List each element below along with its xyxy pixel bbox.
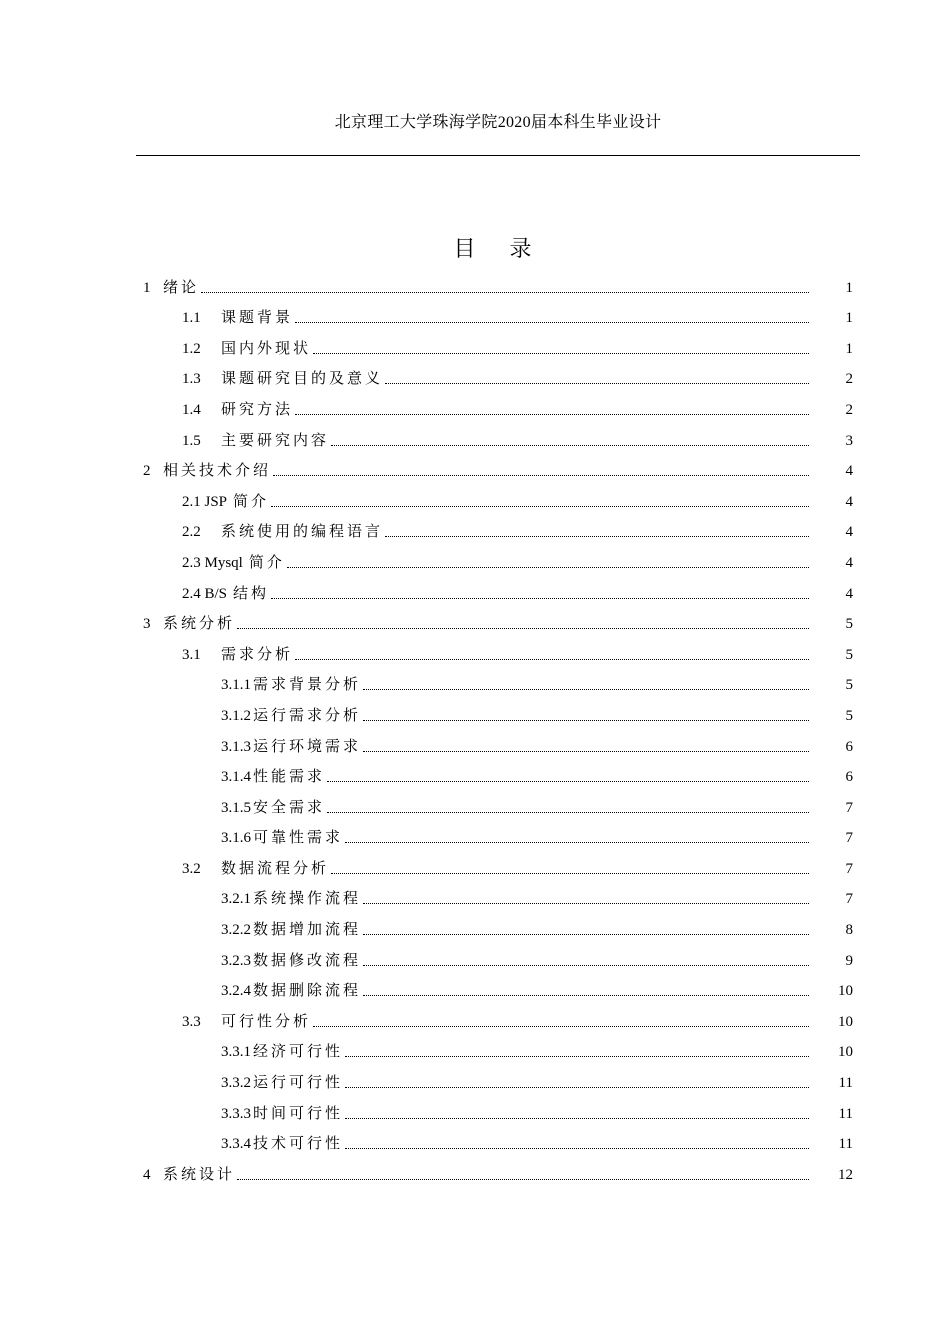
toc-dot-leader	[385, 383, 809, 384]
toc-page-number: 1	[845, 279, 853, 296]
toc-dot-leader	[345, 1118, 809, 1119]
toc-entry-label	[182, 859, 329, 879]
toc-entry-label	[221, 706, 361, 726]
toc-entry-title: 可靠性需求	[253, 830, 344, 847]
toc-entry[interactable]	[143, 604, 853, 635]
toc-entry-number: 2.1 JSP	[182, 493, 228, 510]
toc-dot-leader	[363, 751, 809, 752]
toc-entry-number: 2.4 B/S	[182, 585, 228, 602]
toc-entry-label	[143, 1165, 235, 1185]
toc-entry-title: 需求分析	[221, 646, 294, 663]
toc-dot-leader	[273, 475, 809, 476]
toc-entry-title: 运行需求分析	[253, 707, 362, 724]
toc-page-number: 5	[845, 646, 853, 663]
toc-page-number: 9	[845, 952, 853, 969]
toc-dot-leader	[295, 414, 809, 415]
toc-entry-title: 课题研究目的及意义	[221, 371, 384, 388]
toc-entry[interactable]	[143, 1154, 853, 1185]
toc-page-number: 6	[845, 769, 853, 786]
toc-page-number: 10	[838, 1013, 853, 1030]
toc-entry-title: 结构	[233, 585, 270, 602]
toc-entry-number: 3.3.2	[221, 1075, 251, 1092]
toc-dot-leader	[271, 506, 809, 507]
toc-entry-title: 安全需求	[253, 799, 326, 816]
toc-entry-title: 经济可行性	[253, 1044, 344, 1061]
toc-entry-number: 1.3	[182, 371, 201, 388]
toc-page-number: 11	[838, 1075, 853, 1092]
toc-entry-label	[182, 400, 293, 420]
toc-entry-label	[221, 981, 361, 1001]
toc-entry-title: 数据修改流程	[253, 952, 362, 969]
toc-entry-label	[221, 889, 361, 909]
toc-entry-label	[143, 461, 271, 481]
toc-page-number: 5	[845, 707, 853, 724]
toc-entry-label	[182, 1012, 311, 1032]
toc-page-number: 4	[845, 524, 853, 541]
toc-entry-number: 3.2.3	[221, 952, 251, 969]
toc-entry-title: 运行环境需求	[253, 738, 362, 755]
toc-entry-number: 4	[143, 1166, 151, 1183]
toc-entry-number: 3.1.2	[221, 707, 251, 724]
toc-entry-number: 3.1.6	[221, 830, 251, 847]
toc-entry[interactable]	[143, 695, 853, 726]
toc-page-number: 11	[838, 1105, 853, 1122]
toc-page-number: 5	[845, 616, 853, 633]
toc-page-number: 8	[845, 922, 853, 939]
toc-entry[interactable]	[143, 1001, 853, 1032]
toc-title: 目录	[453, 236, 566, 261]
toc-entry-label	[221, 1134, 343, 1154]
toc-page-number: 4	[845, 463, 853, 480]
header-rule	[136, 155, 860, 156]
toc-entry-number: 3.1.5	[221, 799, 251, 816]
toc-entry-title: 技术可行性	[253, 1136, 344, 1153]
toc-entry-label	[221, 737, 361, 757]
toc-page-number: 4	[845, 493, 853, 510]
toc-entry[interactable]	[143, 665, 853, 696]
toc-entry[interactable]	[143, 971, 853, 1002]
toc-entry[interactable]	[143, 359, 853, 390]
toc-entry-label	[221, 1073, 343, 1093]
toc-entry-label	[143, 278, 199, 298]
toc-entry-number: 2.3 Mysql	[182, 554, 243, 571]
toc-entry-title: 需求背景分析	[253, 677, 362, 694]
toc-dot-leader	[237, 628, 809, 629]
toc-entry[interactable]	[143, 512, 853, 543]
toc-entry-label	[182, 584, 269, 604]
toc-entry-number: 3.3.3	[221, 1105, 251, 1122]
toc-entry-title: 时间可行性	[253, 1105, 344, 1122]
toc-entry[interactable]	[143, 940, 853, 971]
toc-page-number: 5	[845, 677, 853, 694]
toc-page-number: 2	[845, 371, 853, 388]
toc-dot-leader	[287, 567, 809, 568]
toc-entry[interactable]	[143, 848, 853, 879]
toc-entry[interactable]	[143, 481, 853, 512]
toc-dot-leader	[345, 842, 809, 843]
toc-entry-label	[182, 645, 293, 665]
toc-dot-leader	[363, 934, 809, 935]
toc-entry-title: 课题背景	[221, 310, 294, 327]
toc-entry[interactable]	[143, 726, 853, 757]
toc-entry[interactable]	[143, 634, 853, 665]
toc-entry[interactable]	[143, 909, 853, 940]
toc-entry-label	[221, 767, 325, 787]
toc-dot-leader	[271, 598, 809, 599]
toc-entry-number: 1	[143, 279, 151, 296]
toc-entry[interactable]	[143, 298, 853, 329]
toc-dot-leader	[201, 292, 809, 293]
toc-page-number: 1	[845, 310, 853, 327]
toc-dot-leader	[313, 353, 809, 354]
toc-page-number: 10	[838, 983, 853, 1000]
toc-entry-label	[221, 920, 361, 940]
toc-entry-label	[182, 339, 311, 359]
toc-entry-title: 系统分析	[163, 616, 236, 633]
toc-entry[interactable]	[143, 787, 853, 818]
toc-entry[interactable]	[143, 451, 853, 482]
toc-dot-leader	[331, 445, 809, 446]
toc-page-number: 7	[845, 891, 853, 908]
toc-dot-leader	[363, 720, 809, 721]
toc-entry-number: 3.3.4	[221, 1136, 251, 1153]
toc-entry-number: 3	[143, 616, 151, 633]
toc-entry-number: 3.3.1	[221, 1044, 251, 1061]
toc-entry-number: 2.2	[182, 524, 201, 541]
toc-dot-leader	[345, 1148, 809, 1149]
toc-page-number: 3	[845, 432, 853, 449]
toc-dot-leader	[363, 903, 809, 904]
toc-entry-number: 3.3	[182, 1013, 201, 1030]
toc-entry-title: 主要研究内容	[221, 432, 330, 449]
toc-dot-leader	[331, 873, 809, 874]
toc-dot-leader	[313, 1026, 809, 1027]
toc-entry-label	[182, 522, 383, 542]
toc-dot-leader	[345, 1056, 809, 1057]
toc-dot-leader	[237, 1179, 809, 1180]
toc-entry[interactable]	[143, 420, 853, 451]
toc-entry-label	[182, 308, 293, 328]
toc-page-number: 4	[845, 585, 853, 602]
toc-entry-title: 数据增加流程	[253, 922, 362, 939]
toc-entry[interactable]	[143, 542, 853, 573]
toc-entry[interactable]	[143, 757, 853, 788]
toc-entry[interactable]	[143, 1093, 853, 1124]
toc-page-number: 12	[838, 1166, 853, 1183]
toc-entry-label	[221, 1042, 343, 1062]
toc-page-number: 2	[845, 401, 853, 418]
toc-entry[interactable]	[143, 1032, 853, 1063]
toc-entry-label	[182, 492, 269, 512]
toc-entry[interactable]	[143, 1124, 853, 1155]
toc-dot-leader	[363, 965, 809, 966]
toc-dot-leader	[363, 689, 809, 690]
toc-entry-title: 研究方法	[221, 401, 294, 418]
toc-page-number: 10	[838, 1044, 853, 1061]
toc-dot-leader	[363, 995, 809, 996]
toc-entry-number: 1.5	[182, 432, 201, 449]
toc-entry-label	[143, 614, 235, 634]
toc-entry-number: 3.2.4	[221, 983, 251, 1000]
toc-entry-title: 性能需求	[253, 769, 326, 786]
toc-dot-leader	[385, 536, 809, 537]
toc-entry-number: 2	[143, 463, 151, 480]
toc-entry-label	[182, 369, 383, 389]
toc-entry-number: 3.2.2	[221, 922, 251, 939]
toc-entry[interactable]	[143, 328, 853, 359]
toc-entry-number: 3.2.1	[221, 891, 251, 908]
toc-entry-number: 3.2	[182, 860, 201, 877]
toc-page-number: 6	[845, 738, 853, 755]
toc-page-number: 11	[838, 1136, 853, 1153]
toc-entry-title: 简介	[248, 554, 285, 571]
toc-entry-label	[182, 553, 285, 573]
page-header: 北京理工大学珠海学院2020届本科生毕业设计	[334, 114, 662, 131]
toc-entry[interactable]	[143, 818, 853, 849]
toc-dot-leader	[345, 1087, 809, 1088]
toc-entry[interactable]	[143, 267, 853, 298]
toc-page-number: 4	[845, 554, 853, 571]
toc-entry[interactable]	[143, 389, 853, 420]
toc-entry-number: 3.1.3	[221, 738, 251, 755]
toc-entry-title: 可行性分析	[221, 1013, 312, 1030]
toc-page-number: 7	[845, 860, 853, 877]
toc-entry-label	[221, 675, 361, 695]
toc-entry-number: 1.2	[182, 340, 201, 357]
toc-entry-title: 系统操作流程	[253, 891, 362, 908]
toc-entry-title: 系统设计	[163, 1166, 236, 1183]
toc-dot-leader	[327, 781, 809, 782]
toc-dot-leader	[295, 322, 809, 323]
toc-entry-title: 数据删除流程	[253, 983, 362, 1000]
toc-entry[interactable]	[143, 573, 853, 604]
toc-entry-label	[221, 798, 325, 818]
toc-entry-title: 数据流程分析	[221, 860, 330, 877]
toc-entry-label	[221, 1104, 343, 1124]
toc-entry-number: 1.4	[182, 401, 201, 418]
toc-entry-label	[221, 828, 343, 848]
toc-page-number: 1	[845, 340, 853, 357]
toc-entry-title: 系统使用的编程语言	[221, 524, 384, 541]
toc-entry[interactable]	[143, 879, 853, 910]
toc-entry-title: 国内外现状	[221, 340, 312, 357]
toc-page-number: 7	[845, 799, 853, 816]
toc-entry-number: 1.1	[182, 310, 201, 327]
table-of-contents	[143, 267, 853, 1185]
toc-entry-title: 相关技术介绍	[163, 463, 272, 480]
toc-entry-number: 3.1	[182, 646, 201, 663]
toc-entry-label	[182, 431, 329, 451]
toc-entry-number: 3.1.4	[221, 769, 251, 786]
toc-entry[interactable]	[143, 1062, 853, 1093]
toc-page-number: 7	[845, 830, 853, 847]
toc-dot-leader	[327, 812, 809, 813]
toc-entry-title: 简介	[233, 493, 270, 510]
toc-dot-leader	[295, 659, 809, 660]
toc-entry-title: 运行可行性	[253, 1075, 344, 1092]
toc-entry-number: 3.1.1	[221, 677, 251, 694]
toc-entry-label	[221, 951, 361, 971]
toc-entry-title: 绪论	[163, 279, 200, 296]
